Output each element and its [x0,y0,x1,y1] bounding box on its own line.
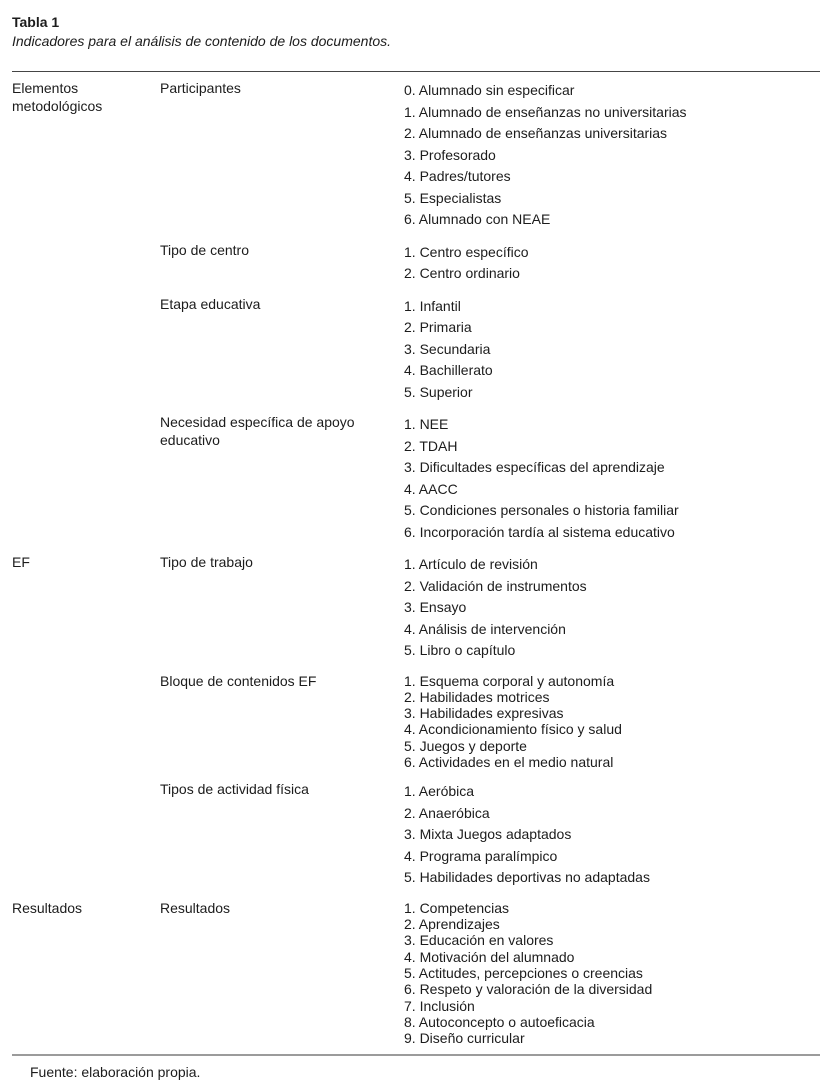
item-line: 2. Centro ordinario [404,265,520,281]
table-row [12,781,820,889]
item-line: 4. Acondicionamiento físico y salud [404,721,622,738]
item-line: 5. Condiciones personales o historia familiar [404,502,679,518]
indicator-cell: Tipos de actividad física [160,781,309,798]
item-line: 2. TDAH [404,437,458,454]
item-line: 6. Incorporación tardía al sistema educativo [404,523,675,540]
indicator-cell: Tipo de centro [160,241,249,258]
items-cell [404,242,820,285]
item-line: 5. Habilidades deportivas no adaptadas [404,869,650,886]
item-line: 6. Actividades en el medio natural [404,753,614,770]
item-line: 3. Dificultades específicas del aprendizaje [404,459,665,475]
item-line: 2. Alumnado de enseñanzas universitarias [404,125,668,141]
item-line: 2. Validación de instrumentos [404,577,587,594]
table-row [12,80,820,231]
indicator-cell: Necesidad específica de apoyo educativo [160,414,355,448]
item-line: 1. Competencias [404,899,510,916]
item-line: 8. Autoconcepto o autoeficacia [404,1013,595,1030]
items-cell [404,900,820,1047]
item-line: 1. Centro específico [404,243,529,260]
category-cell: EF [12,554,30,570]
item-line: 3. Ensayo [404,599,467,615]
table-row [12,296,820,404]
items-cell [404,80,820,231]
table-row [12,242,820,285]
item-line: 4. Motivación del alumnado [404,948,575,965]
category-cell: Elementos metodológicos [12,80,103,114]
item-line: 3. Secundaria [404,340,491,357]
item-line: 7. Inclusión [404,997,475,1014]
table-caption: Indicadores para el análisis de contenido de los documentos. [12,33,392,49]
item-line: 4. Bachillerato [404,362,493,378]
item-line: 4. AACC [404,480,458,497]
indicator-cell: Resultados [160,899,231,916]
table-group [12,900,820,1047]
item-line: 5. Juegos y deporte [404,737,527,754]
table-row [12,673,820,771]
table-group [12,80,820,543]
items-cell [404,781,820,889]
item-line: 2. Primaria [404,319,472,335]
table-row [12,414,820,543]
item-line: 1. NEE [404,416,449,432]
item-line: 1. Esquema corporal y autonomía [404,672,615,689]
item-line: 1. Infantil [404,297,461,314]
table-title: Tabla 1 [12,14,60,30]
items-cell [404,554,820,662]
table-group [12,554,820,889]
item-line: 2. Aprendizajes [404,916,500,933]
item-line: 2. Anaeróbica [404,804,490,821]
item-line: 3. Mixta Juegos adaptados [404,826,572,843]
item-line: 4. Padres/tutores [404,168,511,184]
item-line: 5. Especialistas [404,189,502,206]
items-cell [404,296,820,404]
category-cell: Resultados [12,899,83,916]
item-line: 5. Actitudes, percepciones o creencias [404,964,643,981]
table-row [12,900,820,1047]
source-note: Fuente: elaboración propia. [30,1064,201,1081]
item-line: 6. Respeto y valoración de la diversidad [404,981,653,998]
indicator-cell: Etapa educativa [160,295,261,312]
item-line: 1. Aeróbica [404,783,475,800]
indicator-cell: Participantes [160,80,241,96]
item-line: 5. Superior [404,383,473,400]
table-body [12,80,820,1046]
item-line: 3. Profesorado [404,146,496,163]
item-line: 6. Alumnado con NEAE [404,211,551,227]
item-line: 5. Libro o capítulo [404,642,516,658]
item-line: 4. Análisis de intervención [404,620,566,637]
items-cell [404,414,820,543]
indicator-cell: Tipo de trabajo [160,554,253,570]
table-header [0,0,834,50]
item-line: 9. Diseño curricular [404,1030,525,1047]
item-line: 4. Programa paralímpico [404,847,558,864]
item-line: 1. Artículo de revisión [404,556,538,572]
table-row [12,554,820,662]
item-line: 1. Alumnado de enseñanzas no universitarias [404,103,687,120]
item-line: 0. Alumnado sin especificar [404,82,575,98]
content-table [12,71,820,1056]
item-line: 2. Habilidades motrices [404,688,550,705]
item-line: 3. Habilidades expresivas [404,705,564,722]
item-line: 3. Educación en valores [404,932,554,949]
indicator-cell: Bloque de contenidos EF [160,672,317,689]
items-cell [404,673,820,771]
